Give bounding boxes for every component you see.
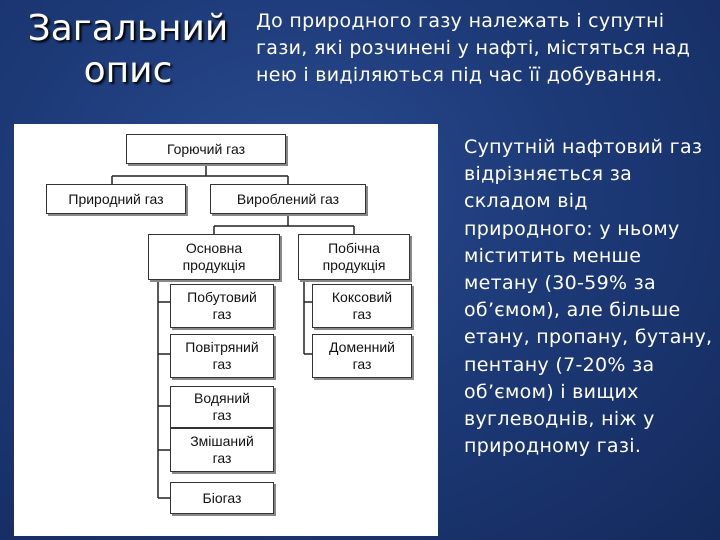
node-label: Горючий газ	[166, 140, 246, 157]
intro-paragraph: До природного газу належать і супутні гази, які розчинені у нафті, містяться над нею і виділяються під час її добування.	[256, 10, 691, 86]
side-paragraph: Супутній нафтовий газ відрізняється за складом від природного: у ньому міститить менше метану (30-59% за об’ємом), але більше етану, пропану, бутану, пентану (7-20% за об’ємом) і вищих вуглеводнів, ніж у природному газі.	[464, 136, 713, 458]
node-label-line-2: газ	[212, 450, 232, 466]
node-main-products	[148, 234, 280, 280]
node-label-line-1: Доменний	[329, 339, 395, 355]
node-label-line-1: Змішаний	[190, 433, 254, 449]
node-label: Вироблений газ	[236, 190, 340, 207]
node-air-gas	[170, 334, 274, 378]
classification-diagram	[14, 124, 438, 536]
node-label: Біогаз	[202, 489, 242, 506]
node-natural-gas	[46, 184, 186, 214]
node-label-line-2: газ	[212, 356, 232, 372]
node-label-line-1: Побічна	[328, 240, 380, 256]
node-label-line-1: Побутовий	[187, 289, 257, 305]
node-label-line-1: Коксовий	[331, 289, 393, 305]
node-label-line-2: газ	[352, 306, 372, 322]
node-coke-gas	[312, 284, 412, 328]
node-label-line-2: продукція	[322, 257, 386, 273]
node-by-products	[298, 234, 410, 280]
title-line-2: опис	[83, 50, 173, 91]
node-label-line-1: Основна	[185, 240, 243, 256]
node-label-line-1: Водяний	[194, 390, 250, 406]
node-biogas	[170, 482, 274, 514]
node-produced-gas	[210, 184, 366, 214]
node-blast-furnace-gas	[312, 334, 412, 378]
node-label-line-2: продукція	[182, 257, 246, 273]
node-household-gas	[170, 284, 274, 328]
node-label-line-2: газ	[352, 356, 372, 372]
slide-title	[8, 8, 248, 92]
node-label-line-2: газ	[212, 407, 232, 423]
node-water-gas	[170, 386, 274, 428]
node-mixed-gas	[170, 428, 274, 472]
node-combustible-gas	[126, 134, 286, 164]
node-label-line-2: газ	[212, 306, 232, 322]
node-label: Природний газ	[68, 190, 164, 207]
node-label-line-1: Повітряний	[185, 339, 259, 355]
title-line-1: Загальний	[27, 8, 229, 49]
